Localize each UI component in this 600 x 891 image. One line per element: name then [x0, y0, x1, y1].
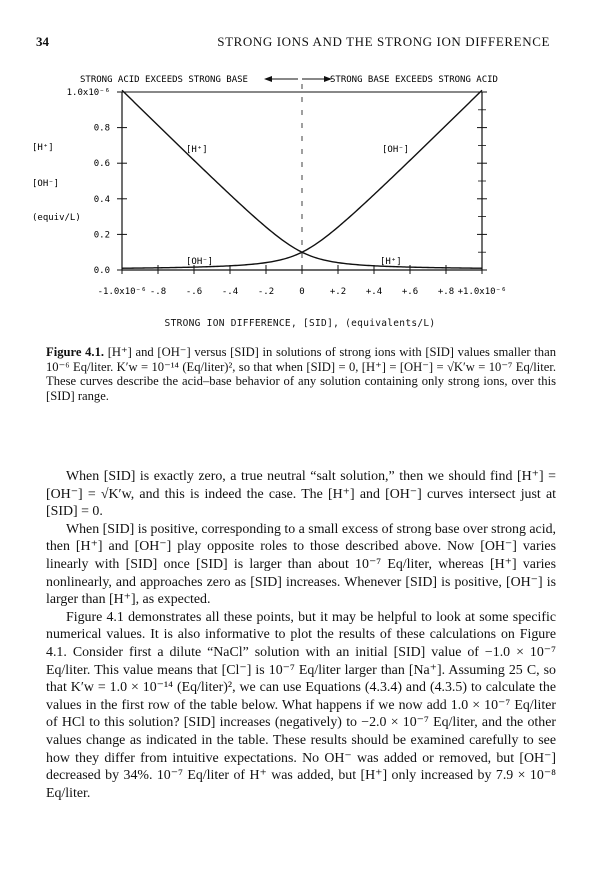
paragraph: When [SID] is positive, corresponding to a small excess of strong base over strong acid, then [H⁺] and [OH⁻] play opposite roles to those described above. Now [OH⁻] varies linearly with [SID] once [SID] is larger than about 10⁻⁷ Eq/liter, whereas [H⁺] varies nonlinearly, and approaches zero as [SID] increases. Whenever [SID] is positive, [OH⁻] is larger than [H⁺], as expected.	[46, 521, 556, 608]
y-tick-label: 0.0	[93, 266, 110, 276]
y-ticks	[67, 88, 487, 276]
x-tick-label: -1.0x10⁻⁶	[97, 287, 147, 297]
caption-text: [H⁺] and [OH⁻] versus [SID] in solutions of strong ions with [SID] values smaller than 10⁻⁶ Eq/liter. K′w = 10⁻¹⁴ (Eq/liter)², so that when [SID] = 0, [H⁺] = [OH⁻] = √K′w = 10⁻⁷ Eq/liter. These curves describe the acid–base behavior of any solution containing only strong ions, over this [SID] range.	[46, 345, 556, 403]
running-header	[36, 34, 550, 54]
y-tick-label: 0.8	[93, 123, 110, 134]
x-tick-label: +.6	[401, 287, 419, 297]
x-tick-label: -.2	[257, 287, 275, 297]
x-tick-label: +.4	[365, 287, 383, 297]
x-tick-label: 0	[299, 287, 305, 297]
y-tick-label: 0.6	[93, 159, 110, 170]
x-axis-label: STRONG ION DIFFERENCE, [SID], (equivalents/L)	[164, 318, 436, 329]
y-tick-label: 0.2	[93, 230, 110, 241]
figure-4-1-chart	[30, 62, 550, 332]
body-text	[46, 468, 556, 802]
x-tick-label: -.4	[221, 287, 239, 297]
x-tick-label: +.8	[437, 287, 455, 297]
label-base-exceeds-acid: STRONG BASE EXCEEDS STRONG ACID	[330, 75, 498, 85]
y-tick-label: 1.0x10⁻⁶	[66, 88, 110, 98]
x-tick-label: -.8	[149, 287, 167, 297]
paragraph: Figure 4.1 demonstrates all these points, but it may be helpful to look at some specific numerical values. It is also informative to plot the results of these calculations on Figure 4.1. Consider first a dilute “NaCl” solution with an initial [SID] value of −1.0 × 10⁻⁷ Eq/liter. This value means that [Cl⁻] is 10⁻⁷ Eq/liter larger than [Na⁺]. Assuming 25 C, so that K′w = 1.0 × 10⁻¹⁴ (Eq/liter)², we can use Equations (4.3.4) and (4.3.5) to calculate the values in the first row of the table below. What happens if we now add 1.0 × 10⁻⁷ Eq/liter of HCl to this solution? [SID] increases (negatively) to −2.0 × 10⁻⁷ Eq/liter, and the other values change as indicated in the table. These results should be examined carefully to see how they differ from intuitive expectations. No OH⁻ was added or removed, but [OH⁻] decreased by 34%. 10⁻⁷ Eq/liter of H⁺ was added, but [H⁺] only increased by 7.9 × 10⁻⁸ Eq/liter.	[46, 609, 556, 801]
curve-label-oh-right: [OH⁻]	[382, 145, 410, 155]
arrow-left-head	[264, 76, 272, 82]
x-tick-label: -.6	[185, 287, 203, 297]
chapter-title: STRONG IONS AND THE STRONG ION DIFFERENCE	[217, 34, 550, 49]
page-number: 34	[36, 34, 49, 49]
label-acid-exceeds-base: STRONG ACID EXCEEDS STRONG BASE	[80, 75, 248, 85]
curve-label-oh-left: [OH⁻]	[186, 257, 214, 267]
caption-label: Figure 4.1.	[46, 345, 105, 359]
figure-caption	[46, 345, 556, 403]
y-label-h: [H⁺]	[32, 143, 54, 153]
y-tick-label: 0.4	[93, 194, 110, 205]
x-tick-label: +1.0x10⁻⁶	[457, 287, 507, 297]
curve-label-h-right: [H⁺]	[380, 257, 402, 267]
paragraph: When [SID] is exactly zero, a true neutral “salt solution,” then we should find [H⁺] = [OH⁻] = √K′w, and this is indeed the case. The [H⁺] and [OH⁻] curves intersect just at [SID] = 0.	[46, 469, 556, 520]
curve-label-h-left: [H⁺]	[186, 145, 208, 155]
y-label-oh: [OH⁻]	[32, 179, 60, 189]
x-tick-label: +.2	[329, 287, 347, 297]
y-label-units: (equiv/L)	[32, 213, 81, 223]
